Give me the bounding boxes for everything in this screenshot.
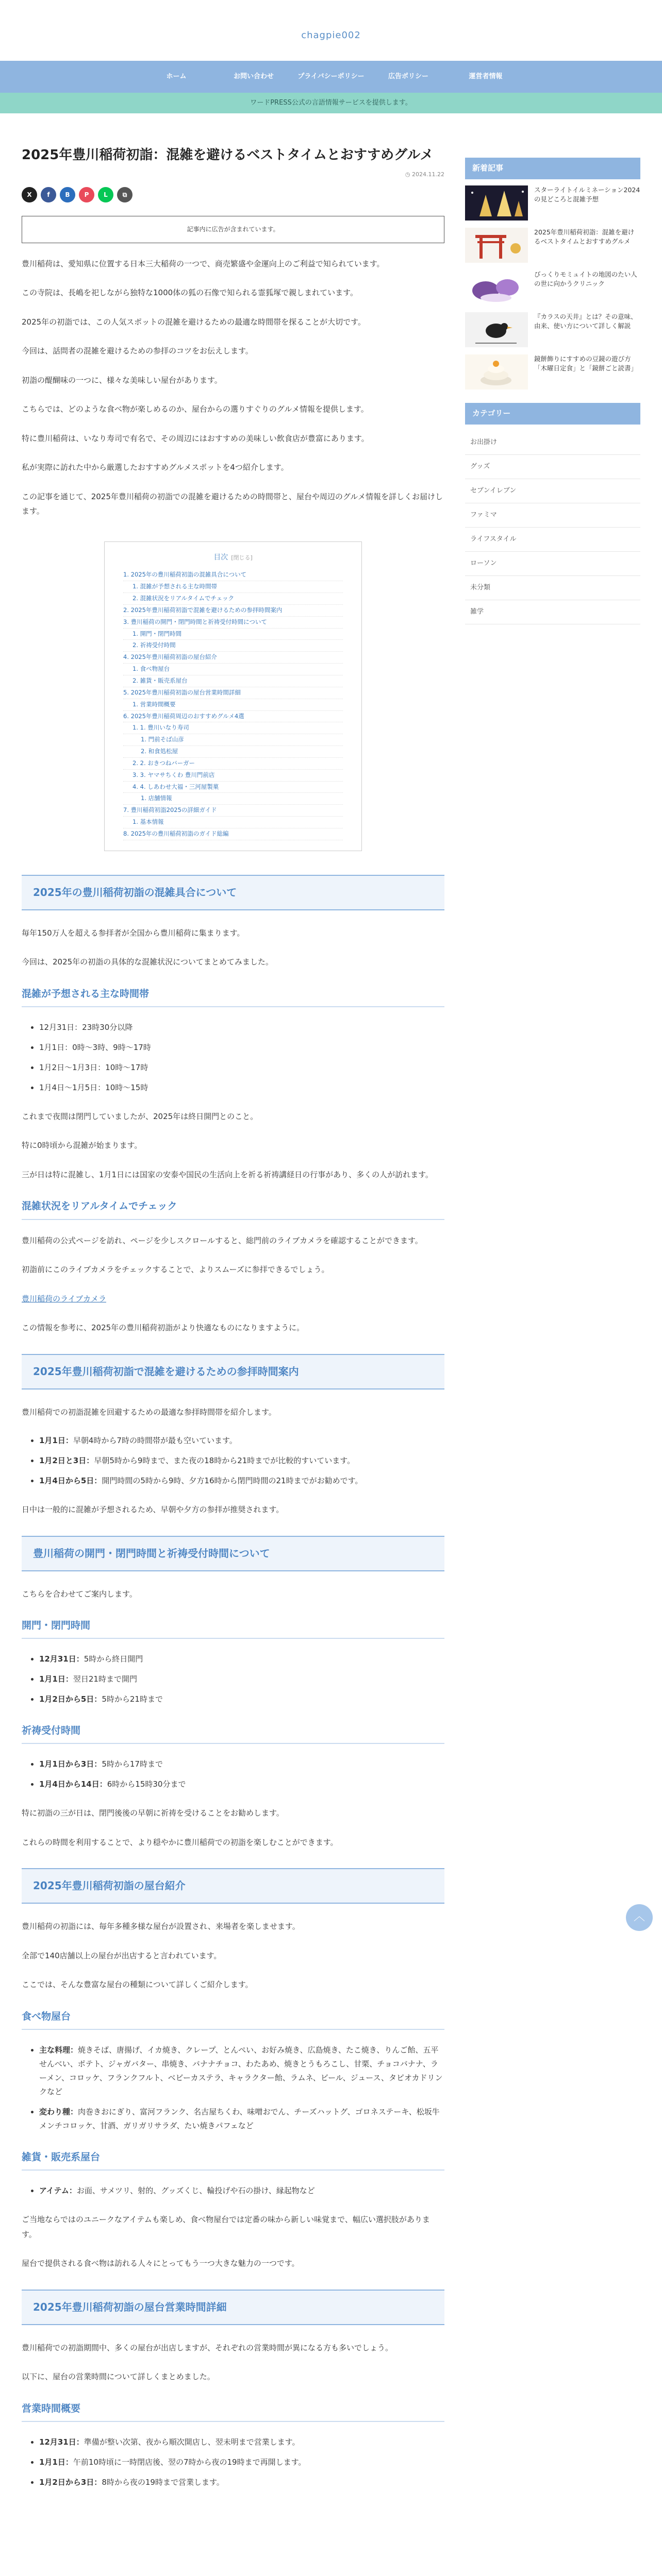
list-item: [39, 1434, 444, 1448]
list-item: [39, 1474, 444, 1488]
section-paragraph: ご当地ならではのユニークなアイテムも楽しめ、食べ物屋台では定番の味から新しい味覚まで、幅広い選択肢があります。: [22, 2215, 430, 2239]
toc-item[interactable]: 7. 豊川稲荷初詣2025の詳細ガイド: [123, 805, 343, 817]
list-item-text: 準備が整い次第、夜から順次開店し、翌未明まで営業します。: [84, 2437, 300, 2447]
intro-paragraph: 私が実際に訪れた中から厳選したおすすめグルメスポットを4つ紹介します。: [22, 463, 289, 472]
list-item: [39, 1454, 444, 1468]
list-item-text: 焼きそば、唐揚げ、イカ焼き、クレープ、とんぺい、お好み焼き、広島焼き、たこ焼き、りんご飴、五平せんべい、ポテト、ジャガバター、串焼き、バナナチョコ、わたあめ、焼きとうもろこし、甘栗、チョコバナナ、ラーメン、コロッケ、フランクフルト、ベビーカステラ、キャラクター飴、ラムネ、ビール、ジュース、タピオカドリンクなど: [39, 2045, 443, 2097]
intro-paragraph: 豊川稲荷は、愛知県に位置する日本三大稲荷の一つで、商売繁盛や金運向上のご利益で知られています。: [22, 259, 385, 268]
section-heading: 祈祷受付時間: [22, 1722, 444, 1744]
table-of-contents: [104, 541, 362, 851]
section-paragraph: 毎年150万人を超える参拝者が全国から豊川稲荷に集まります。: [22, 928, 245, 938]
chevron-up-icon: ︿: [633, 1910, 645, 1923]
list-item-text: お面、サメツリ、射的、グッズくじ、輪投げや石の掛け、縁起物など: [76, 2186, 315, 2196]
intro-paragraph: 初詣の醍醐味の一つに、様々な美味しい屋台があります。: [22, 375, 222, 385]
list-item: [39, 1757, 444, 1771]
toc-title-text: 目次: [213, 553, 228, 562]
toc-item[interactable]: 3. 3. ヤマサちくわ 豊川門前店: [123, 770, 343, 782]
list-item-label: 1月1日から3日：: [39, 1759, 102, 1769]
section-heading: 食べ物屋台: [22, 2008, 444, 2030]
list-item-label: 1月1日：: [39, 1436, 73, 1446]
list-item-text: 肉巻きおにぎり、富河フランク、名古屋ちくわ、味噌おでん、チーズハットグ、ゴロネステーキ、松坂牛メンチコロッケ、甘酒、ガリガリサラダ、たい焼きパフェなど: [39, 2107, 440, 2131]
list-item: [39, 2455, 444, 2469]
category-item[interactable]: ライフスタイル: [465, 528, 640, 552]
ad-notice: 記事内に広告が含まれています。: [22, 216, 444, 243]
section-paragraph: これまで夜間は閉門していましたが、2025年は終日開門とのこと。: [22, 1111, 258, 1121]
list-item: [39, 2476, 444, 2489]
list-item-text: 5時から21時まで: [102, 1694, 163, 1704]
list-item-text: 午前10時頃に一時閉店後、翌の7時から夜の19時まで再開します。: [73, 2457, 306, 2467]
section-paragraph: 豊川稲荷での初詣期間中、多くの屋台が出店しますが、それぞれの営業時間が異になる方も多いでしょう。: [22, 2343, 393, 2352]
live-camera-paragraph: [22, 1292, 444, 1307]
new-posts-list: [465, 185, 640, 389]
nav-contact[interactable]: お問い合わせ: [233, 73, 274, 80]
new-post-item[interactable]: [465, 312, 640, 347]
category-item[interactable]: 未分類: [465, 576, 640, 600]
list-item: [39, 2184, 444, 2198]
sidebar: [465, 145, 640, 2504]
section-paragraph: 屋台で提供される食べ物は訪れる人々にとってもう一つ大きな魅力の一つです。: [22, 2259, 300, 2268]
toc-item[interactable]: 2. 雑貨・販売系屋台: [123, 675, 343, 687]
list-item: [39, 1652, 444, 1666]
toc-item[interactable]: 2. 2. おきつねバーガー: [123, 758, 343, 770]
list-item-text: 早朝5時から9時まで、また夜の18時から21時までが比較的すいています。: [94, 1456, 355, 1466]
live-camera-link[interactable]: 豊川稲荷のライブカメラ: [22, 1294, 106, 1303]
list-item-label: 主な料理：: [39, 2045, 78, 2055]
list-item-label: アイテム：: [39, 2186, 77, 2196]
nav-operator-info[interactable]: 運営者情報: [469, 73, 503, 80]
category-item[interactable]: ファミマ: [465, 503, 640, 528]
post-thumbnail: [465, 354, 528, 389]
toc-item[interactable]: 1. 開門・閉門時間: [123, 629, 343, 640]
global-nav: [0, 61, 662, 93]
list-item: • 12月31日：23時30分以降: [39, 1021, 444, 1035]
list-item-text: 8時から夜の19時まで営業します。: [102, 2477, 224, 2487]
bullet-list: [39, 1757, 444, 1791]
section-paragraph: これらの時間を利用することで、より穏やかに豊川稲荷での初詣を楽しむことができます。: [22, 1837, 338, 1847]
line-icon[interactable]: L: [98, 187, 113, 202]
section-paragraph: 豊川稲荷の初詣には、毎年多種多様な屋台が設置され、来場者を楽しませます。: [22, 1922, 300, 1931]
toc-item[interactable]: 1. 門前そば山彦: [123, 734, 343, 746]
list-item-text: 開門時間の5時から9時、夕方16時から閉門時間の21時までがお勧めです。: [102, 1476, 363, 1486]
list-item-text: 早朝4時から7時の時間帯が最も空いています。: [73, 1436, 237, 1446]
section-paragraph: 三が日は特に混雑し、1月1日には国家の安泰や国民の生活向上を祈る祈祷講経日の行事があり、多くの人が訪れます。: [22, 1170, 433, 1179]
section-paragraph: 全部で140店舗以上の屋台が出店すると言われています。: [22, 1951, 222, 1960]
section-heading: 雑貨・販売系屋台: [22, 2148, 444, 2171]
list-item: [39, 2105, 444, 2133]
section-paragraph: 今回は、2025年の初詣の具体的な混雑状況についてまとめてみました。: [22, 957, 273, 967]
intro-section: [22, 257, 444, 519]
notice-bar[interactable]: ワードPRESS公式の言語情報サービスを提供します。: [0, 93, 662, 113]
section-paragraph: 豊川稲荷での初詣混雑を回避するための最適な参拝時間帯を紹介します。: [22, 1407, 276, 1417]
toc-item[interactable]: 1. 営業時間概要: [123, 699, 343, 711]
toc-item[interactable]: 8. 2025年の豊川稲荷初詣のガイド総編: [123, 828, 343, 840]
list-item-label: 1月1日：: [39, 2457, 73, 2467]
toc-item[interactable]: 2. 2025年豊川稲荷初詣で混雑を避けるための参拝時間案内: [123, 605, 343, 617]
category-list: [465, 431, 640, 624]
toc-item[interactable]: 1. 基本情報: [123, 817, 343, 828]
list-item: • 1月4日〜1月5日：10時〜15時: [39, 1081, 444, 1095]
section-heading: 営業時間概要: [22, 2400, 444, 2422]
pocket-icon[interactable]: P: [79, 187, 94, 202]
post-date-text: 2024.11.22: [412, 171, 444, 178]
intro-paragraph: この寺院は、長嶋を祀しながら独特な1000体の狐の石像で知られる霊狐塚で親しまれています。: [22, 288, 358, 298]
site-header: [0, 0, 662, 61]
page-top-button[interactable]: [626, 1904, 653, 1931]
section-heading: 2025年豊川稲荷初詣の屋台紹介: [22, 1868, 444, 1904]
new-post-title[interactable]: スターライトイルミネーション2024の見どころと混雑予想: [534, 185, 640, 203]
bullet-list: [39, 1021, 444, 1095]
toc-item[interactable]: 2. 混雑状況をリアルタイムでチェック: [123, 593, 343, 605]
section-paragraph: 特に0時頃から混雑が始まります。: [22, 1141, 142, 1150]
section-paragraph: 初詣前にこのライブカメラをチェックすることで、よりスムーズに参拝できるでしょう。: [22, 1265, 329, 1275]
new-post-item[interactable]: [465, 354, 640, 389]
intro-paragraph: こちらでは、どのような食べ物が楽しめるのか、屋台からの選りすぐりのグルメ情報を提供します。: [22, 404, 369, 414]
main-content: [22, 145, 444, 2504]
section-paragraph: 豊川稲荷の公式ページを訪れ、ページを少しスクロールすると、総門前のライブカメラを確認することができます。: [22, 1235, 423, 1245]
list-item: [39, 1672, 444, 1686]
category-item[interactable]: セブンイレブン: [465, 479, 640, 503]
new-post-item[interactable]: [465, 270, 640, 305]
post-thumbnail: [465, 185, 528, 221]
toc-item[interactable]: 4. 4. しあわせ大福・三河屋製菓: [123, 782, 343, 793]
categories-heading: カテゴリー: [465, 403, 640, 425]
new-post-title[interactable]: びっくりモミュイトの地図のたい人の世に向かうクリニック: [534, 270, 637, 287]
toc-toggle[interactable]: [閉じる]: [231, 554, 253, 561]
intro-paragraph: 特に豊川稲荷は、いなり寿司で有名で、その周辺にはおすすめの美味しい飲食店が豊富にあります。: [22, 433, 369, 443]
list-item: • 1月2日〜1月3日：10時〜17時: [39, 1061, 444, 1075]
section-paragraph: こちらを合わせてご案内します。: [22, 1589, 137, 1599]
hatena-icon[interactable]: B: [60, 187, 75, 202]
list-item-text: 5時から終日開門: [84, 1654, 143, 1664]
x-icon[interactable]: X: [22, 187, 37, 202]
share-buttons: [22, 187, 444, 202]
section-heading: 開門・閉門時間: [22, 1617, 444, 1639]
intro-paragraph: この記事を通じて、2025年豊川稲荷の初詣での混雑を避けるための時間帯と、屋台や周辺のグルメ情報を詳しくお届けします。: [22, 492, 443, 516]
list-item-label: 1月4日から14日：: [39, 1780, 107, 1789]
category-item[interactable]: 雑学: [465, 600, 640, 624]
section-heading: 2025年豊川稲荷初詣の屋台営業時間詳細: [22, 2290, 444, 2325]
nav-privacy-policy[interactable]: プライバシーポリシー: [297, 73, 365, 80]
section-paragraph: 日中は一般的に混雑が予想されるため、早朝や夕方の参拝が推奨されます。: [22, 1505, 284, 1515]
copy-icon[interactable]: ⧉: [117, 187, 133, 202]
toc-item[interactable]: 1. 店舗情報: [123, 793, 343, 805]
category-item[interactable]: グッズ: [465, 455, 640, 479]
site-title[interactable]: chagpie002: [301, 30, 361, 41]
bullet-list: [39, 1434, 444, 1488]
list-item-label: 12月31日：: [39, 2437, 84, 2447]
list-item: [39, 2435, 444, 2449]
toc-item[interactable]: 1. 混雑が予想される主な時間帯: [123, 581, 343, 593]
post-thumbnail: [465, 228, 528, 263]
list-item-label: 1月2日から3日：: [39, 2477, 102, 2487]
nav-ad-policy[interactable]: 広告ポリシー: [388, 73, 428, 80]
list-item-label: 1月2日と3日：: [39, 1456, 94, 1466]
nav-home[interactable]: ホーム: [166, 73, 187, 80]
new-post-title[interactable]: 『カラスの天井』とは？その意味、由来、使い方について詳しく解説: [534, 312, 637, 330]
category-item[interactable]: お出掛け: [465, 431, 640, 455]
toc-item[interactable]: 5. 2025年豊川稲荷初詣の屋台営業時間詳細: [123, 687, 343, 699]
new-post-item[interactable]: [465, 185, 640, 221]
bullet-list: [39, 2184, 444, 2198]
bullet-list: [39, 2043, 444, 2133]
section-heading: 2025年豊川稲荷初詣で混雑を避けるための参拝時間案内: [22, 1354, 444, 1389]
list-item-text: 5時から17時まで: [102, 1759, 163, 1769]
new-posts-heading: 新着記事: [465, 158, 640, 179]
section-heading: 混雑が予想される主な時間帯: [22, 985, 444, 1007]
section-paragraph: 以下に、屋台の営業時間について詳しくまとめました。: [22, 2372, 215, 2382]
toc-title: [123, 551, 343, 565]
article-body: [22, 875, 444, 2489]
toc-item[interactable]: 2. 和食処松屋: [123, 746, 343, 758]
bullet-list: [39, 1652, 444, 1706]
section-heading: 豊川稲荷の開門・閉門時間と祈祷受付時間について: [22, 1536, 444, 1571]
list-item-label: 1月2日から5日：: [39, 1694, 102, 1704]
toc-item[interactable]: 2. 祈祷受付時間: [123, 640, 343, 652]
list-item-label: 変わり種：: [39, 2107, 78, 2117]
toc-item[interactable]: 1. 食べ物屋台: [123, 664, 343, 675]
section-paragraph: 特に初詣の三が日は、閉門後後の早朝に祈祷を受けることをお勧めします。: [22, 1808, 284, 1818]
list-item: [39, 1692, 444, 1706]
facebook-icon[interactable]: f: [41, 187, 56, 202]
intro-paragraph: 今回は、話問者の混雑を避けるための参拝のコツをお伝えします。: [22, 346, 253, 356]
category-item[interactable]: ローソン: [465, 552, 640, 576]
new-post-title[interactable]: 鏡餅飾りにすすめの豆鏡の遊び方「木曜日定食」と「鏡餅ごと読書」: [534, 354, 638, 372]
toc-item[interactable]: 4. 2025年豊川稲荷初詣の屋台紹介: [123, 652, 343, 664]
post-thumbnail: [465, 312, 528, 347]
post-title: 2025年豊川稲荷初詣：混雑を避けるベストタイムとおすすめグルメ: [22, 147, 434, 163]
list-item: [39, 1777, 444, 1791]
toc-item[interactable]: 6. 2025年豊川稲荷周辺のおすすめグルメ4選: [123, 711, 343, 723]
post-date: ◷ 2024.11.22: [405, 171, 444, 178]
bullet-list: [39, 2435, 444, 2489]
section-paragraph: この情報を参考に、2025年の豊川稲荷初詣がより快適なものになりますように。: [22, 1323, 305, 1333]
toc-item[interactable]: 1. 1. 豊川いなり寿司: [123, 722, 343, 734]
section-heading: 混雑状況をリアルタイムでチェック: [22, 1197, 444, 1219]
intro-paragraph: 2025年の初詣では、この人気スポットの混雑を避けるための最適な時間帯を探ることが大切です。: [22, 317, 366, 327]
section-heading: 2025年の豊川稲荷初詣の混雑具合について: [22, 875, 444, 910]
toc-list: [123, 569, 343, 840]
list-item: • 1月1日：0時〜3時、9時〜17時: [39, 1041, 444, 1055]
list-item-label: 1月1日：: [39, 1674, 73, 1684]
new-post-title[interactable]: 2025年豊川稲荷初詣：混雑を避けるベストタイムとおすすめグルメ: [534, 228, 635, 245]
new-post-item[interactable]: [465, 228, 640, 263]
list-item-text: 6時から15時30分まで: [107, 1780, 186, 1789]
list-item: [39, 2043, 444, 2099]
section-paragraph: ここでは、そんな豊富な屋台の種類について詳しくご紹介します。: [22, 1980, 253, 1990]
post-thumbnail: [465, 270, 528, 305]
list-item-label: 12月31日：: [39, 1654, 84, 1664]
list-item-label: 1月4日から5日：: [39, 1476, 102, 1486]
toc-item[interactable]: 3. 豊川稲荷の開門・閉門時間と祈祷受付時間について: [123, 617, 343, 629]
toc-item[interactable]: 1. 2025年の豊川稲荷初詣の混雑具合について: [123, 569, 343, 581]
list-item-text: 翌日21時まで開門: [73, 1674, 137, 1684]
